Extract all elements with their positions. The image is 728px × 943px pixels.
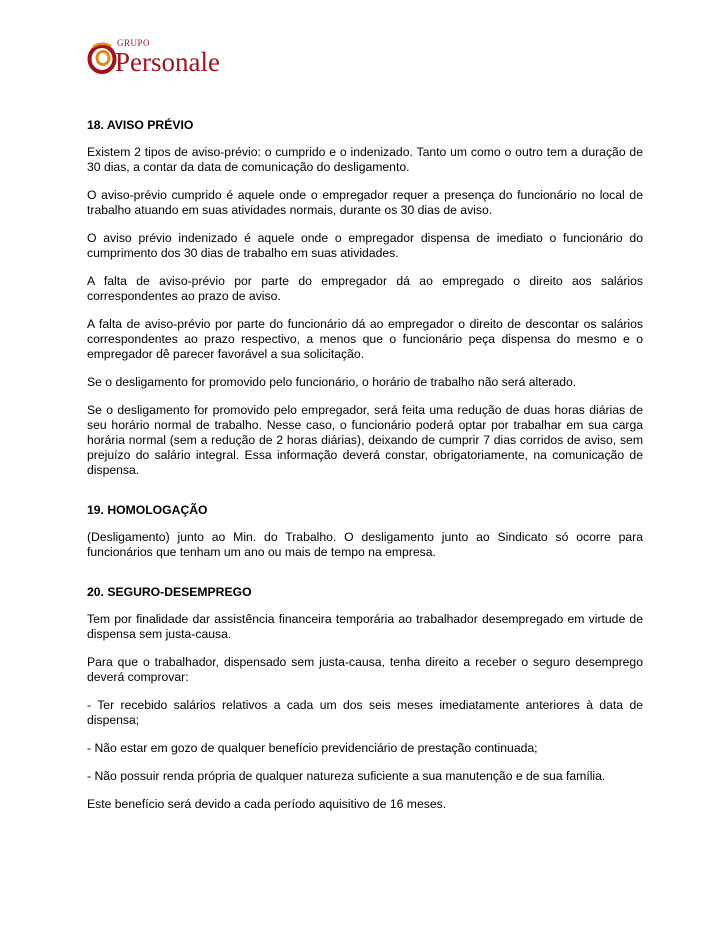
section-heading: 19. HOMOLOGAÇÃO (87, 503, 208, 517)
paragraph: Para que o trabalhador, dispensado sem justa-causa, tenha direito a receber o seguro desemprego deverá comprovar: (87, 655, 643, 684)
section-seguro-desemprego (87, 585, 643, 812)
paragraph: Se o desligamento for promovido pelo funcionário, o horário de trabalho não será alterado. (87, 375, 577, 389)
paragraph: Existem 2 tipos de aviso-prévio: o cumprido e o indenizado. Tanto um como o outro tem a duração de 30 dias, a contar da data de comunicação do desligamento. (87, 145, 643, 174)
section-aviso-previo (87, 118, 643, 478)
section-homologacao (87, 503, 643, 560)
document-body (87, 118, 643, 825)
paragraph: (Desligamento) junto ao Min. do Trabalho. O desligamento junto ao Sindicato só ocorre para funcionários que tenham um ano ou mais de tempo na empresa. (87, 530, 643, 559)
paragraph: O aviso prévio indenizado é aquele onde o empregador dispensa de imediato o funcionário do cumprimento dos 30 dias de trabalho em suas atividades. (87, 231, 643, 260)
paragraph: O aviso-prévio cumprido é aquele onde o empregador requer a presença do funcionário no local de trabalho atuando em suas atividades normais, durante os 30 dias de aviso. (87, 188, 643, 217)
logo-company-name: Personale (115, 47, 220, 77)
section-spacer (87, 491, 643, 503)
logo-group-label: GRUPO (117, 38, 151, 48)
paragraph: Se o desligamento for promovido pelo empregador, será feita uma redução de duas horas diárias de seu horário normal de trabalho. Nesse caso, o funcionário poderá optar por trabalhar em sua carga horária normal (sem a redução de 2 horas diárias), deixando de cumprir 7 dias corridos de aviso, sem prejuízo do salário integral. Essa informação deverá constar, obrigatoriamente, na comunicação de dispensa. (87, 403, 643, 477)
section-heading: 20. SEGURO-DESEMPREGO (87, 585, 252, 599)
list-item: - Não possuir renda própria de qualquer natureza suficiente a sua manutenção e de sua família. (87, 769, 606, 783)
section-heading: 18. AVISO PRÉVIO (87, 118, 194, 132)
company-logo (87, 38, 237, 80)
paragraph: Este benefício será devido a cada período aquisitivo de 16 meses. (87, 797, 447, 811)
paragraph: A falta de aviso-prévio por parte do funcionário dá ao empregador o direito de descontar os salários correspondentes ao prazo respectivo, a menos que o funcionário peça dispensa do mesmo e o empregador dê parecer favorável a sua solicitação. (87, 317, 643, 361)
section-spacer (87, 573, 643, 585)
list-item: - Não estar em gozo de qualquer benefício previdenciário de prestação continuada; (87, 741, 538, 755)
list-item: - Ter recebido salários relativos a cada um dos seis meses imediatamente anteriores à data de dispensa; (87, 698, 643, 727)
paragraph: Tem por finalidade dar assistência financeira temporária ao trabalhador desempregado em virtude de dispensa sem justa-causa. (87, 612, 643, 641)
paragraph: A falta de aviso-prévio por parte do empregador dá ao empregado o direito aos salários correspondentes ao prazo de aviso. (87, 274, 643, 303)
